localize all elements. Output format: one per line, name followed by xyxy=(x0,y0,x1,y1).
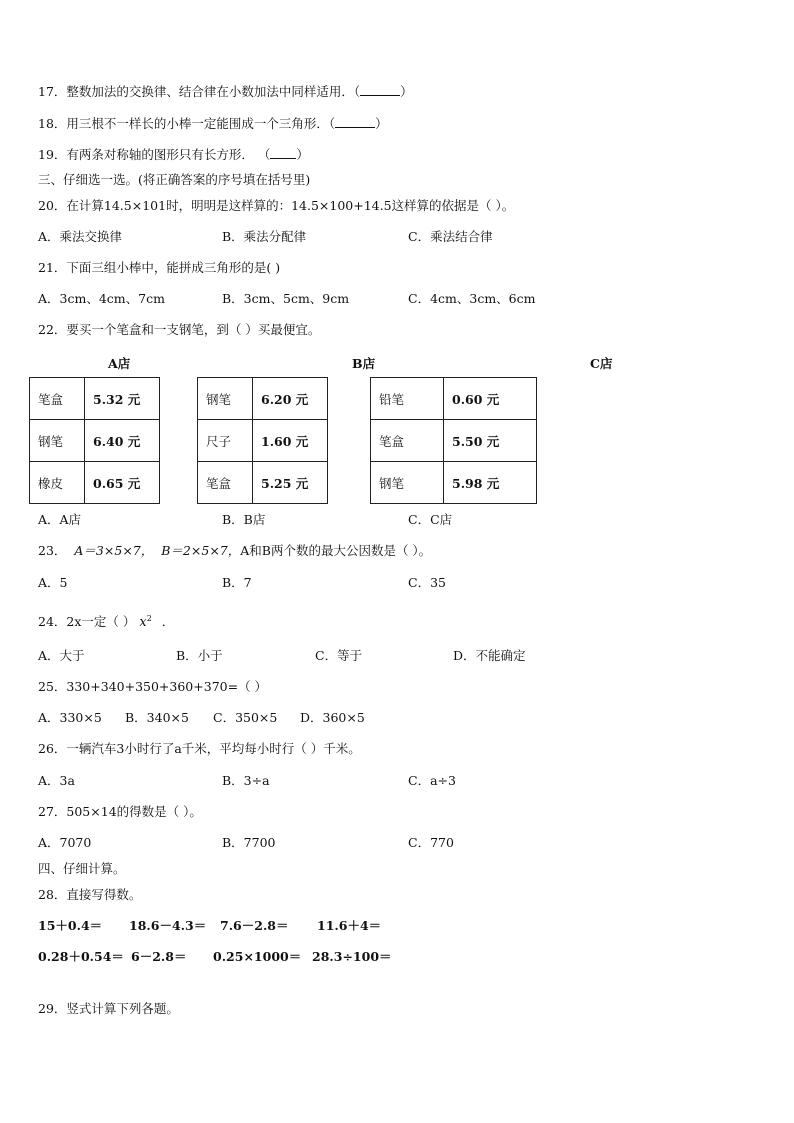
q25-option-c[interactable]: C．350×5 xyxy=(213,710,278,725)
q26-option-c[interactable]: C．a÷3 xyxy=(408,773,456,788)
question-19-text: 19．有两条对称轴的图形只有长方形． （ xyxy=(38,147,271,162)
q21-option-a[interactable]: A．3cm、4cm、7cm xyxy=(38,291,165,306)
table-row xyxy=(371,462,537,504)
item-price: 6.20 元 xyxy=(253,378,328,420)
q26-option-a[interactable]: A．3a xyxy=(38,773,75,788)
question-18-text: 18．用三根不一样长的小棒一定能围成一个三角形．（ xyxy=(38,116,336,131)
item-name: 钢笔 xyxy=(198,378,253,420)
question-23 xyxy=(38,543,431,559)
item-name: 尺子 xyxy=(198,420,253,462)
store-a-price-table xyxy=(29,377,160,504)
q23-option-b[interactable]: B．7 xyxy=(222,575,252,590)
table-row xyxy=(30,420,160,462)
question-29: 29．竖式计算下列各题。 xyxy=(38,1001,179,1016)
q25-option-a[interactable]: A．330×5 xyxy=(38,710,102,725)
question-17-text: 17．整数加法的交换律、结合律在小数加法中同样适用．（ xyxy=(38,84,361,99)
question-24-text: 24．2x一定（ ） xyxy=(38,614,136,630)
calc-item[interactable]: 0.28＋0.54＝ xyxy=(38,949,124,964)
question-23-number: 23． xyxy=(38,543,67,558)
item-price: 1.60 元 xyxy=(253,420,328,462)
item-name: 笔盒 xyxy=(371,420,444,462)
q23-option-c[interactable]: C．35 xyxy=(408,575,446,590)
q27-option-a[interactable]: A．7070 xyxy=(38,835,92,850)
q25-option-d[interactable]: D．360×5 xyxy=(300,710,365,725)
calc-item[interactable]: 6－2.8＝ xyxy=(131,949,187,964)
section-4-heading: 四、仔细计算。 xyxy=(38,861,126,876)
store-a-name: A店 xyxy=(108,356,131,371)
q25-option-b[interactable]: B．340×5 xyxy=(125,710,189,725)
question-26: 26．一辆汽车3小时行了a千米，平均每小时行（ ）千米。 xyxy=(38,741,361,756)
table-row xyxy=(198,420,328,462)
answer-blank[interactable] xyxy=(360,83,400,96)
store-b-name: B店 xyxy=(352,356,376,371)
formula-b: B＝2×5×7， xyxy=(161,543,241,558)
question-24-end: ． xyxy=(161,614,175,630)
store-c-price-table xyxy=(370,377,537,504)
question-19 xyxy=(38,146,309,163)
question-19-close: ） xyxy=(296,147,309,162)
question-20: 20．在计算14.5×101时，明明是这样算的：14.5×100+14.5这样算的依据是（ ）。 xyxy=(38,198,515,213)
q24-option-c[interactable]: C．等于 xyxy=(315,648,363,663)
item-name: 笔盒 xyxy=(198,462,253,504)
item-price: 0.60 元 xyxy=(444,378,537,420)
question-23-text: A和B两个数的最大公因数是（ ）。 xyxy=(240,543,432,558)
question-18-close: ） xyxy=(375,116,388,131)
calc-item[interactable]: 18.6－4.3＝ xyxy=(129,918,207,933)
question-18 xyxy=(38,115,388,132)
table-row xyxy=(30,462,160,504)
q21-option-c[interactable]: C．4cm、3cm、6cm xyxy=(408,291,536,306)
q27-option-b[interactable]: B．7700 xyxy=(222,835,276,850)
q22-option-a[interactable]: A．A店 xyxy=(38,512,82,527)
formula-a: A＝3×5×7， xyxy=(74,543,154,558)
q24-option-b[interactable]: B．小于 xyxy=(176,648,223,663)
item-price: 5.50 元 xyxy=(444,420,537,462)
item-price: 5.98 元 xyxy=(444,462,537,504)
store-c-name: C店 xyxy=(590,356,613,371)
section-3-heading: 三、仔细选一选。(将正确答案的序号填在括号里) xyxy=(38,172,311,187)
item-name: 钢笔 xyxy=(30,420,85,462)
exponent: 2 xyxy=(146,614,152,623)
table-row xyxy=(30,378,160,420)
item-price: 6.40 元 xyxy=(85,420,160,462)
table-row xyxy=(198,462,328,504)
calc-item[interactable]: 28.3÷100＝ xyxy=(312,949,392,964)
item-price: 5.25 元 xyxy=(253,462,328,504)
q22-option-c[interactable]: C．C店 xyxy=(408,512,453,527)
item-name: 橡皮 xyxy=(30,462,85,504)
q27-option-c[interactable]: C．770 xyxy=(408,835,454,850)
q20-option-c[interactable]: C．乘法结合律 xyxy=(408,229,493,244)
question-17 xyxy=(38,83,413,100)
question-22: 22．要买一个笔盒和一支钢笔，到（ ）买最便宜。 xyxy=(38,322,321,337)
calc-item[interactable]: 15＋0.4＝ xyxy=(38,918,103,933)
item-price: 5.32 元 xyxy=(85,378,160,420)
q24-option-a[interactable]: A．大于 xyxy=(38,648,85,663)
item-name: 笔盒 xyxy=(30,378,85,420)
answer-blank[interactable] xyxy=(335,115,375,128)
question-25: 25．330+340+350+360+370=（ ） xyxy=(38,679,268,694)
table-row xyxy=(198,378,328,420)
item-name: 钢笔 xyxy=(371,462,444,504)
table-row xyxy=(371,378,537,420)
q22-option-b[interactable]: B．B店 xyxy=(222,512,266,527)
question-17-close: ） xyxy=(400,84,413,99)
variable-x: x xyxy=(139,615,147,631)
q20-option-a[interactable]: A．乘法交换律 xyxy=(38,229,123,244)
q26-option-b[interactable]: B．3÷a xyxy=(222,773,270,788)
answer-blank[interactable] xyxy=(270,146,296,159)
calc-item[interactable]: 7.6－2.8＝ xyxy=(220,918,289,933)
q20-option-b[interactable]: B．乘法分配律 xyxy=(222,229,307,244)
question-27: 27．505×14的得数是（ ）。 xyxy=(38,804,202,819)
calc-item[interactable]: 0.25×1000＝ xyxy=(213,949,302,964)
q23-option-a[interactable]: A．5 xyxy=(38,575,68,590)
q21-option-b[interactable]: B．3cm、5cm、9cm xyxy=(222,291,350,306)
item-name: 铅笔 xyxy=(371,378,444,420)
item-price: 0.65 元 xyxy=(85,462,160,504)
store-b-price-table xyxy=(197,377,328,504)
table-row xyxy=(371,420,537,462)
question-28: 28．直接写得数。 xyxy=(38,887,142,902)
question-24 xyxy=(38,611,174,631)
calc-item[interactable]: 11.6＋4＝ xyxy=(317,918,382,933)
q24-option-d[interactable]: D．不能确定 xyxy=(453,648,526,663)
question-21: 21．下面三组小棒中，能拼成三角形的是( ) xyxy=(38,260,281,275)
